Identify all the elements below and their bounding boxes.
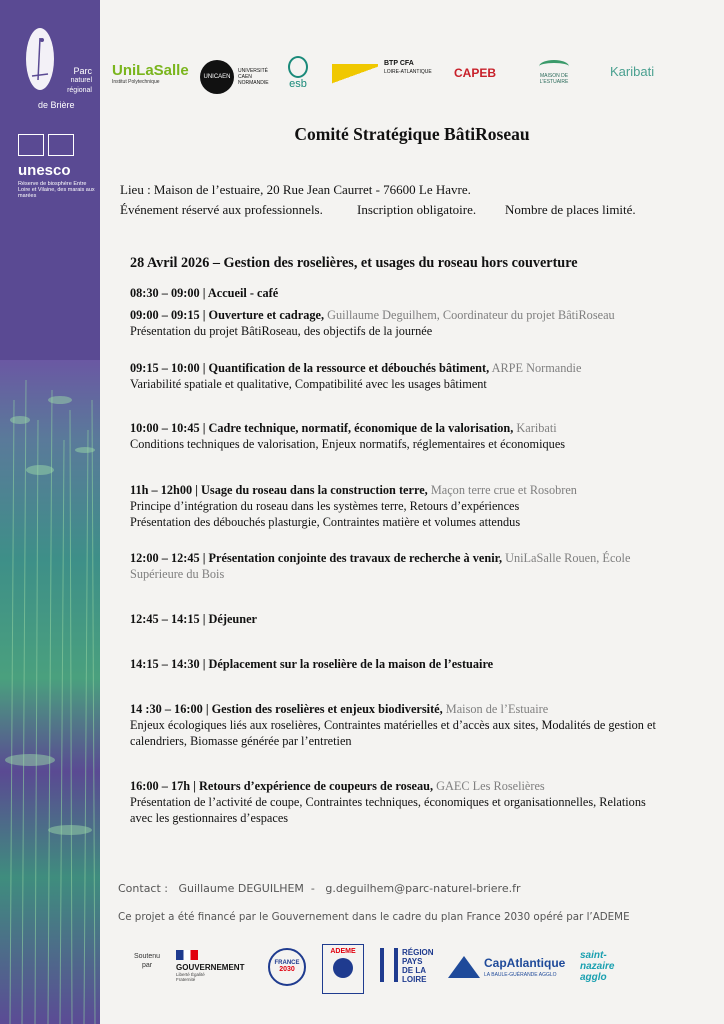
flag-icon <box>176 950 198 960</box>
professional-only: Événement réservé aux professionnels. <box>120 202 323 217</box>
biosphere-icon <box>48 134 74 156</box>
cap-sub: LA BAULE-GUÉRANDE AGGLO <box>484 972 557 978</box>
region-line: RÉGION <box>402 948 434 957</box>
contact-text: Contact : Guillaume DEGUILHEM - g.deguilhem@parc-naturel-briere.fr <box>118 882 521 895</box>
agenda-item <box>130 550 650 582</box>
wave-icon <box>539 60 569 73</box>
heron-icon <box>26 28 54 90</box>
event-conditions <box>120 200 660 220</box>
registration-required: Inscription obligatoire. <box>357 202 477 217</box>
agenda-item <box>130 482 690 530</box>
parc-line: naturel <box>70 77 92 84</box>
limited-places: Nombre de places limité. <box>505 202 636 217</box>
sidebar <box>0 0 100 1024</box>
agenda-item-detail: Enjeux écologiques liés aux roselières, Contraintes matérielles et d’accès aux sites, Modalités de gestion et calendriers, Biomasse générée par l’entretien <box>130 718 656 748</box>
agenda-item <box>130 701 660 749</box>
esb-logo <box>288 56 308 90</box>
parc-line: Parc <box>73 66 92 76</box>
parc-name <box>52 66 92 96</box>
agenda-item-time-title: 16:00 – 17h | Retours d’expérience de coupeurs de roseau, <box>130 779 434 793</box>
ademe-logo <box>322 944 364 994</box>
cap-triangle-icon <box>448 956 480 978</box>
cap-name: CapAtlantique <box>484 956 566 970</box>
region-line: PAYS <box>402 957 423 966</box>
france2030-logo <box>268 948 306 986</box>
snaz-line: nazaire <box>580 961 615 972</box>
unicaen-name: UNICAEN <box>203 74 231 80</box>
gouvernement-logo <box>176 950 244 982</box>
agenda-item <box>130 656 690 672</box>
unicaen-circle <box>200 60 234 94</box>
parc-line: régional <box>67 87 92 94</box>
france-year: 2030 <box>279 966 295 973</box>
agenda-item-detail: Principe d’intégration du roseau dans les systèmes terre, Retours d’expériences <box>130 499 520 513</box>
region-emblem <box>380 948 398 982</box>
capeb-name: CAPEB <box>454 66 497 80</box>
unilasalle-logo <box>112 62 189 85</box>
maison-estuaire-logo <box>534 60 574 85</box>
agenda-item-speaker: Maçon terre crue et Rosobren <box>427 483 577 497</box>
agenda-item-detail: Présentation de l’activité de coupe, Contraintes techniques, économiques et organisationnelles, Relations avec les gestionnaires d’espaces <box>130 795 646 825</box>
event-info <box>120 180 660 220</box>
sponsor-logos <box>132 944 672 1000</box>
agenda-item <box>130 307 690 339</box>
agenda-item-detail: Conditions techniques de valorisation, Enjeux normatifs, réglementaires et économiques <box>130 437 566 451</box>
page-title: Comité Stratégique BâtiRoseau <box>294 124 530 144</box>
btp-name: BTP CFA <box>384 60 414 67</box>
agenda-item-speaker: UniLaSalle Rouen, École Supérieure du Bois <box>130 551 631 581</box>
agenda-item-detail: Présentation du projet BâtiRoseau, des objectifs de la journée <box>130 324 433 338</box>
agenda-item <box>130 285 690 301</box>
parc-logo <box>22 26 92 122</box>
reed-illustration <box>0 360 100 1024</box>
agenda-item-time-title: 09:00 – 09:15 | Ouverture et cadrage, <box>130 308 325 322</box>
agenda-item-time-title: 09:15 – 10:00 | Quantification de la ressource et débouchés bâtiment, <box>130 361 490 375</box>
soutenu-label: Soutenu par <box>133 953 161 969</box>
agenda-item-time-title: 11h – 12h00 | Usage du roseau dans la construction terre, <box>130 483 428 497</box>
funding-note: Ce projet a été financé par le Gouvernement dans le cadre du plan France 2030 opéré par l’ADEME <box>118 911 630 923</box>
contact-line <box>118 882 521 895</box>
agenda-item-speaker: Maison de l’Estuaire <box>442 702 549 716</box>
agenda-item-speaker: GAEC Les Roselières <box>433 779 545 793</box>
ademe-emblem <box>333 958 353 978</box>
saint-nazaire-logo <box>580 950 614 983</box>
agenda-item-speaker: ARPE Normandie <box>489 361 582 375</box>
karibati-name: Karibati <box>610 64 655 79</box>
unesco-word: unesco <box>18 162 71 179</box>
agenda-item <box>130 611 690 627</box>
maison-name: MAISON DE L'ESTUAIRE <box>539 73 569 85</box>
btp-region: LOIRE-ATLANTIQUE <box>384 69 432 75</box>
esb-emblem <box>288 56 308 78</box>
gouvernement-motto: Liberté Égalité Fraternité <box>176 972 205 982</box>
agenda-item-time-title: 12:00 – 12:45 | Présentation conjointe des travaux de recherche à venir, <box>130 551 503 565</box>
region-text <box>402 948 434 984</box>
unesco-logo <box>18 134 98 199</box>
btp-logo <box>332 60 432 86</box>
agenda-item-time-title: 14 :30 – 16:00 | Gestion des roselières et enjeux biodiversité, <box>130 702 443 716</box>
agenda-item-detail: Présentation des débouchés plasturgie, Contraintes matière et volumes attendus <box>130 515 521 529</box>
capeb-logo <box>454 66 496 80</box>
esb-name: esb <box>289 78 307 90</box>
agenda-item-speaker: Guillaume Deguilhem, Coordinateur du projet BâtiRoseau <box>324 308 615 322</box>
unilasalle-sub: Institut Polytechnique <box>112 79 160 85</box>
agenda-item-time-title: 14:15 – 14:30 | Déplacement sur la roselière de la maison de l’estuaire <box>130 657 494 671</box>
btp-emblem <box>332 64 378 86</box>
agenda-item-speaker: Karibati <box>513 421 557 435</box>
temple-icon <box>18 134 44 156</box>
gouvernement-name: GOUVERNEMENT <box>176 963 245 972</box>
unicaen-logo <box>200 60 269 94</box>
karibati-logo <box>610 64 654 79</box>
parc-emblem <box>26 28 54 90</box>
agenda-date-heading: 28 Avril 2026 – Gestion des roselières, et usages du roseau hors couverture <box>130 255 578 271</box>
region-line: LOIRE <box>402 975 427 984</box>
unilasalle-name: UniLaSalle <box>112 62 189 79</box>
region-line: DE LA <box>402 966 426 975</box>
agenda-item-time-title: 12:45 – 14:15 | Déjeuner <box>130 612 258 626</box>
unesco-emblems <box>18 134 98 158</box>
france-word: FRANCE <box>274 960 300 966</box>
ademe-name: ADEME <box>330 948 356 955</box>
partner-logos <box>112 56 712 100</box>
venue: Lieu : Maison de l’estuaire, 20 Rue Jean Caurret - 76600 Le Havre. <box>120 182 471 197</box>
agenda-item-time-title: 08:30 – 09:00 | Accueil - café <box>130 286 279 300</box>
agenda-item <box>130 778 660 826</box>
agenda-item-detail: Variabilité spatiale et qualitative, Compatibilité avec les usages bâtiment <box>130 377 487 391</box>
unesco-description: Réserve de biosphère Entre Loire et Vilaine, des marais aux marées <box>18 181 95 199</box>
agenda-item-time-title: 10:00 – 10:45 | Cadre technique, normatif, économique de la valorisation, <box>130 421 514 435</box>
agenda-item <box>130 420 690 452</box>
snaz-line: agglo <box>580 972 607 983</box>
snaz-line: saint- <box>580 950 607 961</box>
agenda-item <box>130 360 690 392</box>
caen-text: UNIVERSITÉ CAEN NORMANDIE <box>238 68 269 86</box>
parc-line: de Brière <box>38 100 75 110</box>
